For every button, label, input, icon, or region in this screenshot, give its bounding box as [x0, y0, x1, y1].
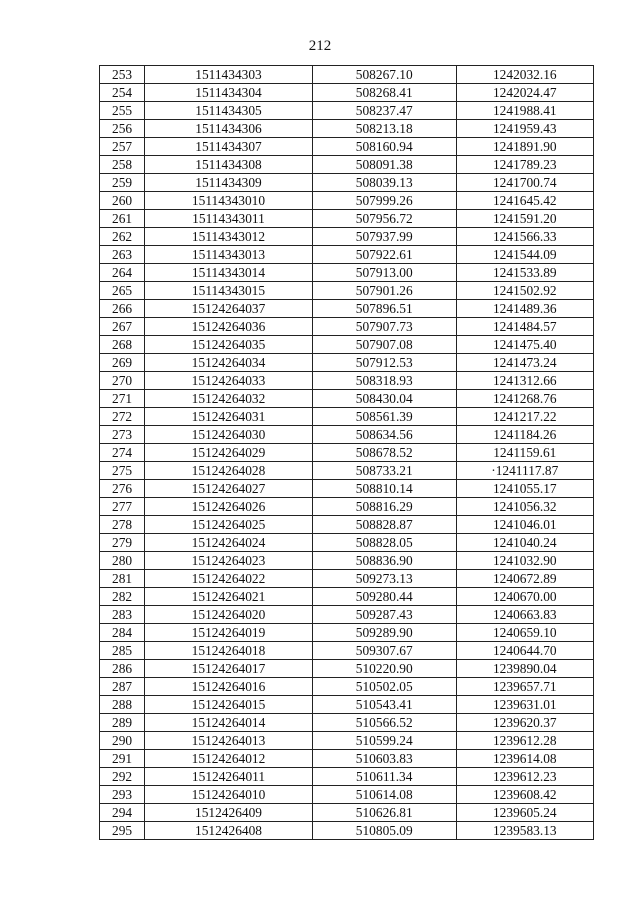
row-number-cell: 255 — [100, 102, 145, 120]
y-coordinate-cell: 1239631.01 — [456, 696, 593, 714]
x-coordinate-cell: 507913.00 — [312, 264, 456, 282]
x-coordinate-cell: 510566.52 — [312, 714, 456, 732]
x-coordinate-cell: 507912.53 — [312, 354, 456, 372]
y-coordinate-cell: 1240644.70 — [456, 642, 593, 660]
x-coordinate-cell: 508836.90 — [312, 552, 456, 570]
point-id-cell: 15124264037 — [145, 300, 313, 318]
y-coordinate-cell: 1239608.42 — [456, 786, 593, 804]
table-row — [100, 156, 594, 174]
row-number-cell: 269 — [100, 354, 145, 372]
x-coordinate-cell: 507937.99 — [312, 228, 456, 246]
point-id-cell: 15114343015 — [145, 282, 313, 300]
y-coordinate-cell: 1240663.83 — [456, 606, 593, 624]
y-coordinate-cell: 1239620.37 — [456, 714, 593, 732]
table-row — [100, 804, 594, 822]
table-row — [100, 138, 594, 156]
row-number-cell: 272 — [100, 408, 145, 426]
y-coordinate-cell: 1241544.09 — [456, 246, 593, 264]
row-number-cell: 274 — [100, 444, 145, 462]
x-coordinate-cell: 508816.29 — [312, 498, 456, 516]
point-id-cell: 15114343012 — [145, 228, 313, 246]
x-coordinate-cell: 508160.94 — [312, 138, 456, 156]
row-number-cell: 286 — [100, 660, 145, 678]
x-coordinate-cell: 508091.38 — [312, 156, 456, 174]
point-id-cell: 15124264011 — [145, 768, 313, 786]
y-coordinate-cell: 1242024.47 — [456, 84, 593, 102]
table-row — [100, 318, 594, 336]
table-row — [100, 786, 594, 804]
table-row — [100, 534, 594, 552]
x-coordinate-cell: 507901.26 — [312, 282, 456, 300]
row-number-cell: 267 — [100, 318, 145, 336]
row-number-cell: 289 — [100, 714, 145, 732]
y-coordinate-cell: 1239612.23 — [456, 768, 593, 786]
row-number-cell: 282 — [100, 588, 145, 606]
x-coordinate-cell: 507956.72 — [312, 210, 456, 228]
point-id-cell: 15124264020 — [145, 606, 313, 624]
x-coordinate-cell: 507907.73 — [312, 318, 456, 336]
x-coordinate-cell: 508634.56 — [312, 426, 456, 444]
point-id-cell: 15124264027 — [145, 480, 313, 498]
table-row — [100, 642, 594, 660]
table-row — [100, 444, 594, 462]
y-coordinate-cell: 1241502.92 — [456, 282, 593, 300]
point-id-cell: 15124264023 — [145, 552, 313, 570]
row-number-cell: 253 — [100, 66, 145, 84]
row-number-cell: 263 — [100, 246, 145, 264]
point-id-cell: 15124264022 — [145, 570, 313, 588]
y-coordinate-cell: 1241473.24 — [456, 354, 593, 372]
table-row — [100, 426, 594, 444]
table-row — [100, 210, 594, 228]
point-id-cell: 15124264014 — [145, 714, 313, 732]
point-id-cell: 15124264016 — [145, 678, 313, 696]
y-coordinate-cell: 1240659.10 — [456, 624, 593, 642]
row-number-cell: 265 — [100, 282, 145, 300]
row-number-cell: 254 — [100, 84, 145, 102]
y-coordinate-cell: 1241217.22 — [456, 408, 593, 426]
row-number-cell: 260 — [100, 192, 145, 210]
x-coordinate-cell: 508318.93 — [312, 372, 456, 390]
point-id-cell: 1511434308 — [145, 156, 313, 174]
x-coordinate-cell: 508561.39 — [312, 408, 456, 426]
row-number-cell: 276 — [100, 480, 145, 498]
row-number-cell: 283 — [100, 606, 145, 624]
y-coordinate-cell: 1241566.33 — [456, 228, 593, 246]
table-row — [100, 588, 594, 606]
point-id-cell: 1512426409 — [145, 804, 313, 822]
y-coordinate-cell: 1241533.89 — [456, 264, 593, 282]
table-row — [100, 516, 594, 534]
row-number-cell: 285 — [100, 642, 145, 660]
table-row — [100, 354, 594, 372]
y-coordinate-cell: 1239614.08 — [456, 750, 593, 768]
point-id-cell: 15114343013 — [145, 246, 313, 264]
row-number-cell: 284 — [100, 624, 145, 642]
point-id-cell: 1511434307 — [145, 138, 313, 156]
row-number-cell: 270 — [100, 372, 145, 390]
x-coordinate-cell: 508678.52 — [312, 444, 456, 462]
x-coordinate-cell: 510603.83 — [312, 750, 456, 768]
point-id-cell: 15124264036 — [145, 318, 313, 336]
x-coordinate-cell: 510543.41 — [312, 696, 456, 714]
row-number-cell: 295 — [100, 822, 145, 840]
x-coordinate-cell: 507999.26 — [312, 192, 456, 210]
y-coordinate-cell: 1241032.90 — [456, 552, 593, 570]
table-row — [100, 102, 594, 120]
table-row — [100, 246, 594, 264]
point-id-cell: 1511434304 — [145, 84, 313, 102]
y-coordinate-cell: 1241700.74 — [456, 174, 593, 192]
point-id-cell: 15124264013 — [145, 732, 313, 750]
point-id-cell: 15124264026 — [145, 498, 313, 516]
point-id-cell: 15124264031 — [145, 408, 313, 426]
x-coordinate-cell: 509287.43 — [312, 606, 456, 624]
y-coordinate-cell: 1240670.00 — [456, 588, 593, 606]
point-id-cell: 15124264025 — [145, 516, 313, 534]
point-id-cell: 15114343010 — [145, 192, 313, 210]
point-id-cell: 15124264015 — [145, 696, 313, 714]
x-coordinate-cell: 510626.81 — [312, 804, 456, 822]
row-number-cell: 291 — [100, 750, 145, 768]
table-row — [100, 84, 594, 102]
x-coordinate-cell: 509307.67 — [312, 642, 456, 660]
y-coordinate-cell: 1241959.43 — [456, 120, 593, 138]
table-row — [100, 606, 594, 624]
point-id-cell: 1511434305 — [145, 102, 313, 120]
row-number-cell: 268 — [100, 336, 145, 354]
point-id-cell: 15124264030 — [145, 426, 313, 444]
row-number-cell: 290 — [100, 732, 145, 750]
x-coordinate-cell: 508237.47 — [312, 102, 456, 120]
table-row — [100, 282, 594, 300]
x-coordinate-cell: 509273.13 — [312, 570, 456, 588]
x-coordinate-cell: 510805.09 — [312, 822, 456, 840]
x-coordinate-cell: 507907.08 — [312, 336, 456, 354]
table-row — [100, 300, 594, 318]
x-coordinate-cell: 509280.44 — [312, 588, 456, 606]
x-coordinate-cell: 507896.51 — [312, 300, 456, 318]
y-coordinate-cell: 1241268.76 — [456, 390, 593, 408]
y-coordinate-cell: 1239583.13 — [456, 822, 593, 840]
coordinate-table — [99, 65, 594, 840]
row-number-cell: 256 — [100, 120, 145, 138]
y-coordinate-cell: 1241475.40 — [456, 336, 593, 354]
x-coordinate-cell: 510502.05 — [312, 678, 456, 696]
y-coordinate-cell: 1241591.20 — [456, 210, 593, 228]
table-row — [100, 732, 594, 750]
point-id-cell: 15124264029 — [145, 444, 313, 462]
point-id-cell: 15124264018 — [145, 642, 313, 660]
row-number-cell: 262 — [100, 228, 145, 246]
y-coordinate-cell: 1239605.24 — [456, 804, 593, 822]
point-id-cell: 1511434303 — [145, 66, 313, 84]
y-coordinate-cell: 1240672.89 — [456, 570, 593, 588]
point-id-cell: 1511434306 — [145, 120, 313, 138]
row-number-cell: 277 — [100, 498, 145, 516]
x-coordinate-cell: 508810.14 — [312, 480, 456, 498]
x-coordinate-cell: 508733.21 — [312, 462, 456, 480]
table-row — [100, 228, 594, 246]
x-coordinate-cell: 508828.05 — [312, 534, 456, 552]
table-row — [100, 174, 594, 192]
row-number-cell: 280 — [100, 552, 145, 570]
table-row — [100, 696, 594, 714]
row-number-cell: 275 — [100, 462, 145, 480]
row-number-cell: 259 — [100, 174, 145, 192]
row-number-cell: 294 — [100, 804, 145, 822]
table-row — [100, 660, 594, 678]
y-coordinate-cell: ·1241117.87 — [456, 462, 593, 480]
table-body — [100, 66, 594, 840]
row-number-cell: 266 — [100, 300, 145, 318]
x-coordinate-cell: 508828.87 — [312, 516, 456, 534]
point-id-cell: 15124264021 — [145, 588, 313, 606]
y-coordinate-cell: 1241312.66 — [456, 372, 593, 390]
y-coordinate-cell: 1241891.90 — [456, 138, 593, 156]
row-number-cell: 273 — [100, 426, 145, 444]
y-coordinate-cell: 1241056.32 — [456, 498, 593, 516]
table-row — [100, 480, 594, 498]
point-id-cell: 15124264019 — [145, 624, 313, 642]
point-id-cell: 15124264035 — [145, 336, 313, 354]
table-row — [100, 390, 594, 408]
table-row — [100, 570, 594, 588]
point-id-cell: 15124264017 — [145, 660, 313, 678]
x-coordinate-cell: 510599.24 — [312, 732, 456, 750]
y-coordinate-cell: 1241159.61 — [456, 444, 593, 462]
y-coordinate-cell: 1241055.17 — [456, 480, 593, 498]
y-coordinate-cell: 1239890.04 — [456, 660, 593, 678]
point-id-cell: 15124264010 — [145, 786, 313, 804]
table-row — [100, 336, 594, 354]
y-coordinate-cell: 1239657.71 — [456, 678, 593, 696]
row-number-cell: 278 — [100, 516, 145, 534]
row-number-cell: 261 — [100, 210, 145, 228]
x-coordinate-cell: 507922.61 — [312, 246, 456, 264]
table-row — [100, 714, 594, 732]
page-number: 212 — [308, 38, 332, 54]
table-row — [100, 372, 594, 390]
y-coordinate-cell: 1239612.28 — [456, 732, 593, 750]
table-row — [100, 768, 594, 786]
table-row — [100, 498, 594, 516]
point-id-cell: 15124264034 — [145, 354, 313, 372]
row-number-cell: 287 — [100, 678, 145, 696]
table-row — [100, 192, 594, 210]
table-row — [100, 750, 594, 768]
row-number-cell: 293 — [100, 786, 145, 804]
table-row — [100, 822, 594, 840]
x-coordinate-cell: 508267.10 — [312, 66, 456, 84]
point-id-cell: 15114343011 — [145, 210, 313, 228]
point-id-cell: 1511434309 — [145, 174, 313, 192]
row-number-cell: 258 — [100, 156, 145, 174]
x-coordinate-cell: 510611.34 — [312, 768, 456, 786]
y-coordinate-cell: 1241484.57 — [456, 318, 593, 336]
point-id-cell: 15114343014 — [145, 264, 313, 282]
x-coordinate-cell: 510220.90 — [312, 660, 456, 678]
table-row — [100, 120, 594, 138]
y-coordinate-cell: 1241489.36 — [456, 300, 593, 318]
point-id-cell: 15124264028 — [145, 462, 313, 480]
y-coordinate-cell: 1241184.26 — [456, 426, 593, 444]
point-id-cell: 15124264032 — [145, 390, 313, 408]
y-coordinate-cell: 1242032.16 — [456, 66, 593, 84]
table-row — [100, 408, 594, 426]
y-coordinate-cell: 1241046.01 — [456, 516, 593, 534]
table-row — [100, 624, 594, 642]
row-number-cell: 279 — [100, 534, 145, 552]
row-number-cell: 257 — [100, 138, 145, 156]
point-id-cell: 15124264024 — [145, 534, 313, 552]
row-number-cell: 288 — [100, 696, 145, 714]
row-number-cell: 271 — [100, 390, 145, 408]
table-row — [100, 462, 594, 480]
x-coordinate-cell: 508039.13 — [312, 174, 456, 192]
table-row — [100, 264, 594, 282]
x-coordinate-cell: 508213.18 — [312, 120, 456, 138]
table-row — [100, 552, 594, 570]
point-id-cell: 1512426408 — [145, 822, 313, 840]
point-id-cell: 15124264033 — [145, 372, 313, 390]
y-coordinate-cell: 1241645.42 — [456, 192, 593, 210]
point-id-cell: 15124264012 — [145, 750, 313, 768]
x-coordinate-cell: 508268.41 — [312, 84, 456, 102]
y-coordinate-cell: 1241988.41 — [456, 102, 593, 120]
row-number-cell: 264 — [100, 264, 145, 282]
y-coordinate-cell: 1241789.23 — [456, 156, 593, 174]
x-coordinate-cell: 510614.08 — [312, 786, 456, 804]
table-row — [100, 678, 594, 696]
x-coordinate-cell: 508430.04 — [312, 390, 456, 408]
row-number-cell: 292 — [100, 768, 145, 786]
row-number-cell: 281 — [100, 570, 145, 588]
table-row — [100, 66, 594, 84]
x-coordinate-cell: 509289.90 — [312, 624, 456, 642]
y-coordinate-cell: 1241040.24 — [456, 534, 593, 552]
